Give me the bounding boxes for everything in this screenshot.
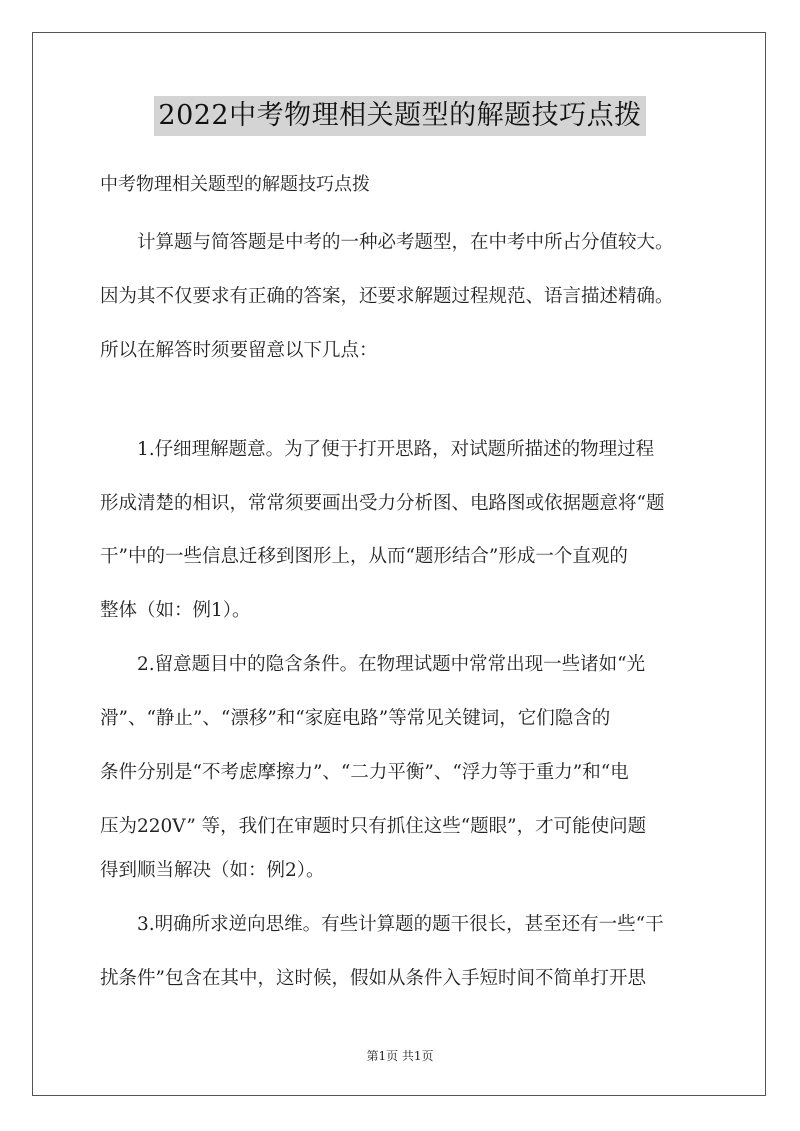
body-line-12: 得到顺当解决（如：例2）。 (100, 860, 325, 881)
document-title: 2022中考物理相关题型的解题技巧点拨 (154, 96, 645, 136)
document-subtitle: 中考物理相关题型的解题技巧点拨 (100, 174, 370, 195)
body-line-7: 整体（如：例1）。 (100, 600, 251, 621)
body-line-8: 2.留意题目中的隐含条件。在物理试题中常常出现一些诸如“光 (137, 654, 646, 675)
body-line-9: 滑”、“静止”、“漂移”和“家庭电路”等常见关键词，它们隐含的 (100, 708, 611, 729)
body-line-5: 形成清楚的相识，常常须要画出受力分析图、电路图或依据题意将“题 (100, 493, 665, 514)
body-line-6: 干”中的一些信息迁移到图形上，从而“题形结合”形成一个直观的 (100, 546, 628, 567)
body-line-14: 扰条件”包含在其中，这时候，假如从条件入手短时间不简单打开思 (100, 968, 646, 989)
body-line-2: 因为其不仅要求有正确的答案，还要求解题过程规范、语言描述精确。 (100, 286, 674, 307)
body-line-1: 计算题与简答题是中考的一种必考题型，在中考中所占分值较大。 (137, 232, 674, 253)
title-container (0, 96, 800, 136)
body-line-11: 压为220V” 等，我们在审题时只有抓住这些“题眼”，才可能使问题 (100, 816, 647, 837)
page-footer: 第1页 共1页 (366, 1049, 434, 1063)
body-line-4: 1.仔细理解题意。为了便于打开思路，对试题所描述的物理过程 (137, 439, 655, 460)
body-line-3: 所以在解答时须要留意以下几点： (100, 340, 378, 361)
body-line-13: 3.明确所求逆向思维。有些计算题的题干很长，甚至还有一些“干 (137, 914, 664, 935)
body-line-10: 条件分别是“不考虑摩擦力”、“二力平衡”、“浮力等于重力”和“电 (100, 762, 629, 783)
